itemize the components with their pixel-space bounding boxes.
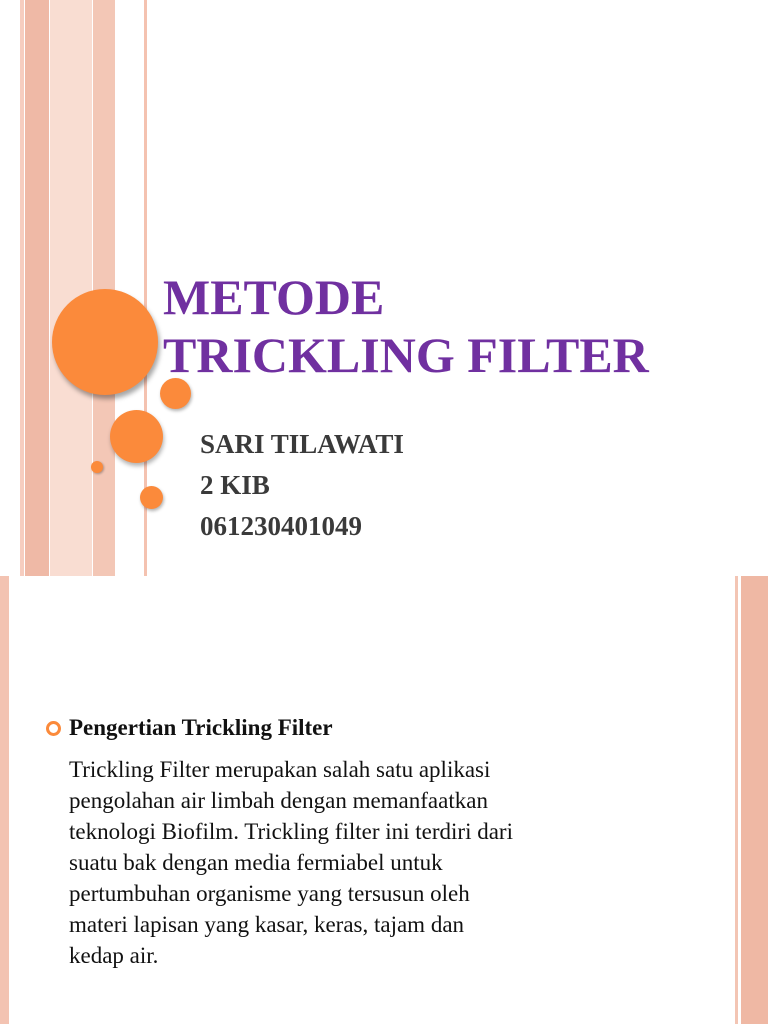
decorative-stripe [93,0,115,576]
paragraph-line: pengolahan air limbah dengan memanfaatkan [69,788,488,813]
author-name: SARI TILAWATI [200,429,404,459]
content-slide [0,576,768,1024]
title-line: METODE [163,269,385,325]
paragraph-line: suatu bak dengan media fermiabel untuk [69,850,443,875]
decorative-stripe [20,0,24,576]
paragraph-line: kedap air. [69,943,159,968]
slide-title [163,268,753,384]
decorative-stripe [741,576,768,1024]
decorative-circle-tiny [91,461,103,473]
decorative-circle-medium [110,410,163,463]
bullet-heading: Pengertian Trickling Filter [69,715,333,740]
author-class: 2 KIB [200,470,270,500]
bullet-circle-icon [46,721,61,736]
decorative-stripe [25,0,49,576]
paragraph-line: materi lapisan yang kasar, keras, tajam dan [69,912,465,937]
paragraph-line: teknologi Biofilm. Trickling filter ini terdiri dari [69,819,513,844]
decorative-stripe [0,576,9,1024]
decorative-stripe [50,0,92,576]
title-line: TRICKLING FILTER [163,327,649,383]
decorative-circle-large [52,289,158,395]
paragraph-line: Trickling Filter merupakan salah satu aplikasi [69,757,491,782]
slide-subtitle [200,424,404,547]
decorative-circle-small [140,486,163,509]
decorative-stripe [735,576,738,1024]
author-id: 061230401049 [200,511,362,541]
definition-paragraph [69,754,669,971]
paragraph-line: pertumbuhan organisme yang tersusun oleh [69,881,470,906]
